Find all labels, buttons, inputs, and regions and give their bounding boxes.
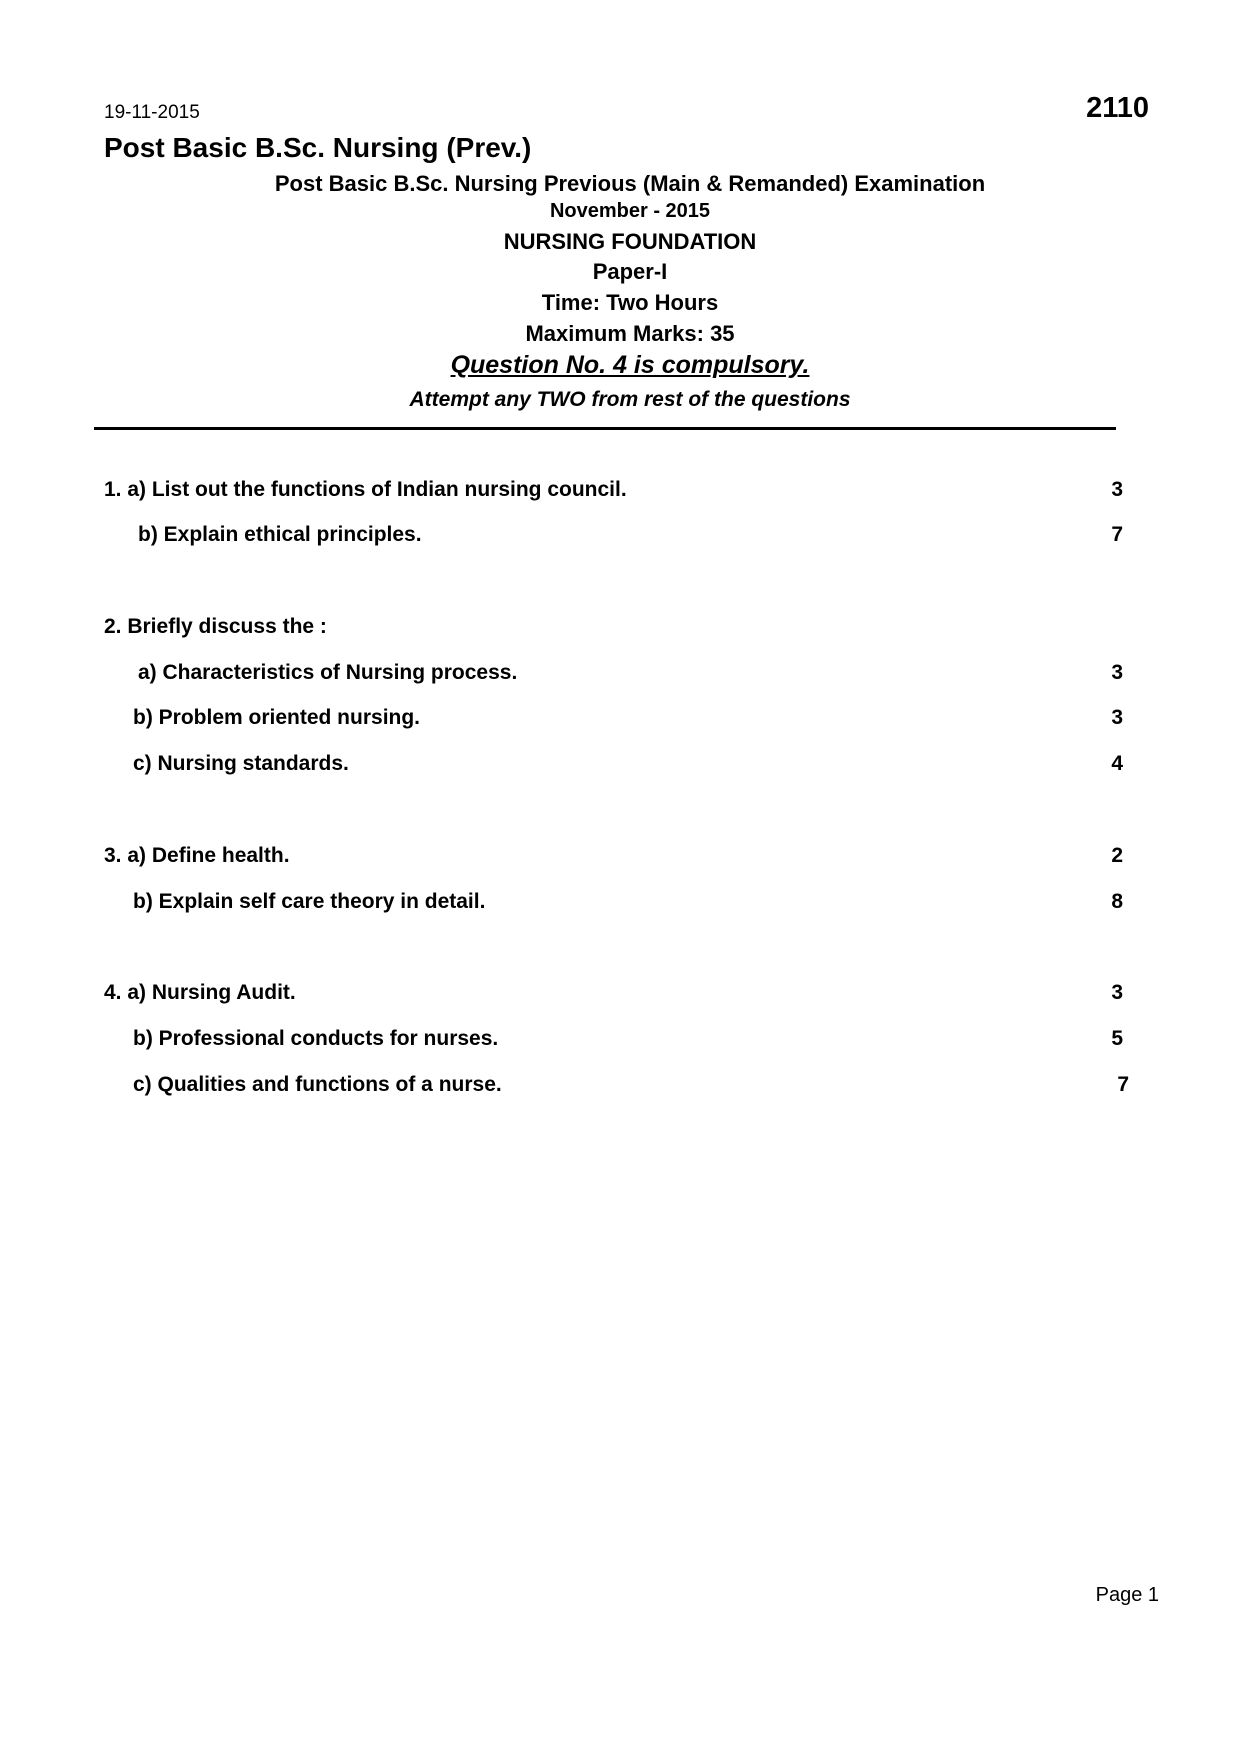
header-divider (94, 427, 1116, 430)
question-4b: b) Professional conducts for nurses. (133, 1027, 499, 1050)
page-number: Page 1 (1095, 1584, 1159, 1606)
exam-month: November - 2015 (549, 200, 711, 222)
marks-2a: 3 (1111, 661, 1123, 684)
marks-1a: 3 (1111, 478, 1123, 501)
marks-4b: 5 (1111, 1027, 1123, 1050)
marks-4c: 7 (1117, 1073, 1129, 1096)
paper-code: 2110 (1086, 92, 1149, 124)
question-4a: 4. a) Nursing Audit. (104, 981, 296, 1004)
question-1a: 1. a) List out the functions of Indian nursing council. (104, 478, 627, 501)
paper-number: Paper-I (592, 259, 668, 284)
question-1b: b) Explain ethical principles. (138, 523, 422, 546)
marks-3b: 8 (1111, 890, 1123, 913)
question-2b: b) Problem oriented nursing. (133, 706, 421, 729)
question-2c: c) Nursing standards. (133, 752, 349, 775)
marks-4a: 3 (1111, 981, 1123, 1004)
compulsory-note: Question No. 4 is compulsory. (450, 351, 810, 379)
max-marks: Maximum Marks: 35 (525, 321, 735, 346)
course-title: Post Basic B.Sc. Nursing (Prev.) (104, 132, 532, 163)
exam-duration: Time: Two Hours (541, 290, 719, 315)
marks-3a: 2 (1111, 844, 1123, 867)
question-4c: c) Qualities and functions of a nurse. (133, 1073, 502, 1096)
question-3b: b) Explain self care theory in detail. (133, 890, 486, 913)
marks-2b: 3 (1111, 706, 1123, 729)
question-2a: a) Characteristics of Nursing process. (138, 661, 518, 684)
marks-2c: 4 (1111, 752, 1123, 775)
question-3a: 3. a) Define health. (104, 844, 290, 867)
exam-title: Post Basic B.Sc. Nursing Previous (Main & Remanded) Examination (274, 171, 986, 196)
subject-title: NURSING FOUNDATION (503, 229, 757, 254)
attempt-instruction: Attempt any TWO from rest of the questions (409, 388, 851, 411)
question-2: 2. Briefly discuss the : (104, 615, 327, 638)
marks-1b: 7 (1111, 523, 1123, 546)
exam-date: 19-11-2015 (104, 102, 200, 123)
